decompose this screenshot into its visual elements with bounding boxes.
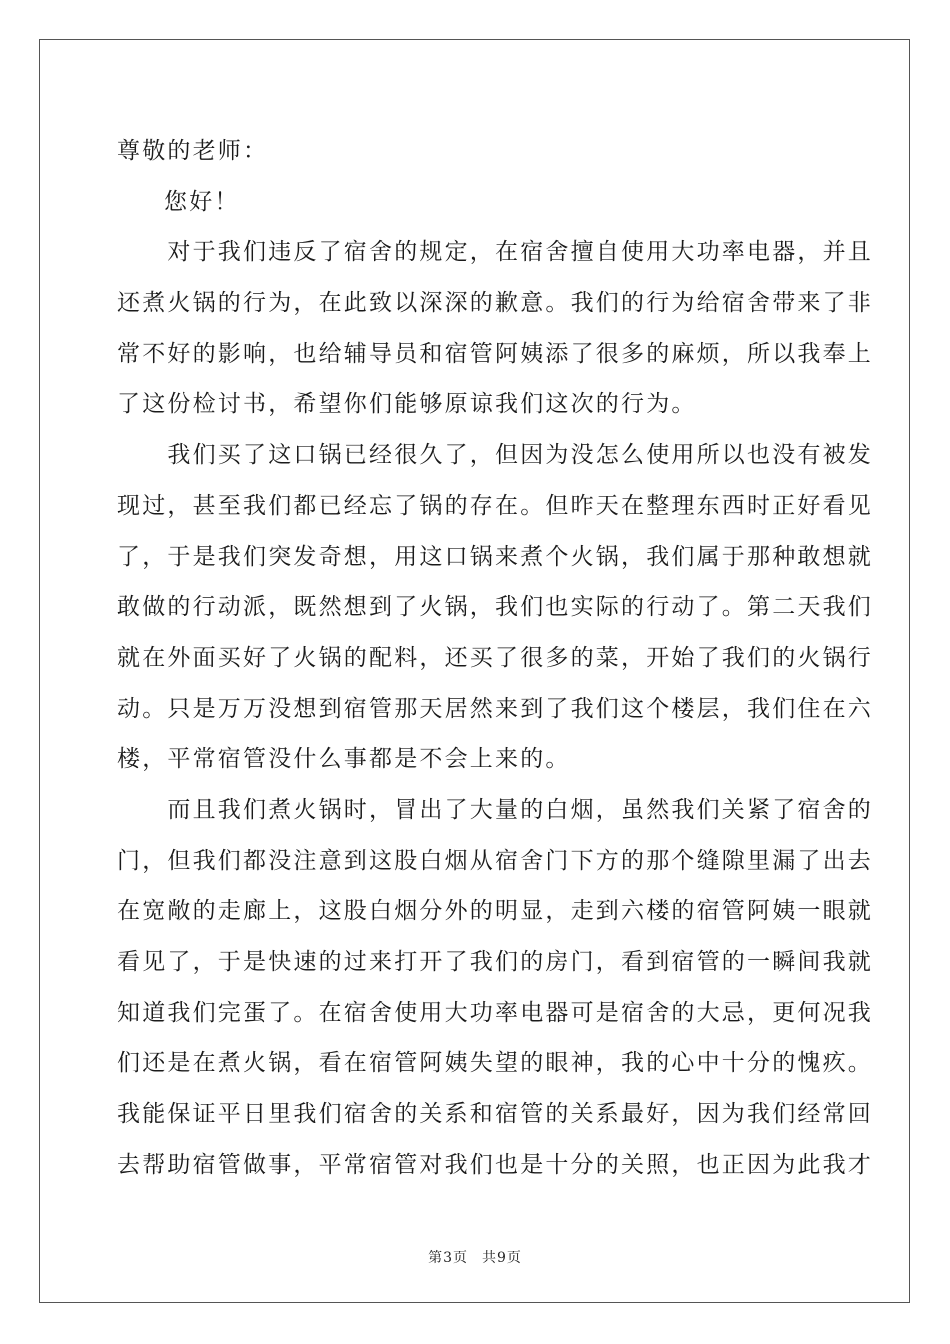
page-footer	[0, 1247, 950, 1267]
greeting-line	[117, 177, 833, 228]
document-body	[117, 126, 873, 1190]
text-line: 敢做的行动派，既然想到了火锅，我们也实际的行动了。第二天我们	[117, 594, 873, 621]
text-line: 我们买了这口锅已经很久了，但因为没怎么使用所以也没有被发	[117, 442, 873, 469]
text-line: 知道我们完蛋了。在宿舍使用大功率电器可是宿舍的大忌，更何况我	[117, 999, 873, 1026]
text-line: 动。只是万万没想到宿管那天居然来到了我们这个楼层，我们住在六	[117, 695, 873, 722]
text-line: 去帮助宿管做事，平常宿管对我们也是十分的关照，也正因为此我才	[117, 1151, 873, 1178]
text-line: 而且我们煮火锅时，冒出了大量的白烟，虽然我们关紧了宿舍的	[117, 796, 873, 823]
text-line: 在宽敞的走廊上，这股白烟分外的明显，走到六楼的宿管阿姨一眼就	[117, 898, 873, 925]
text-line: 对于我们违反了宿舍的规定，在宿舍擅自使用大功率电器，并且	[117, 239, 873, 266]
text-line: 看见了，于是快速的过来打开了我们的房门，看到宿管的一瞬间我就	[117, 949, 873, 975]
text-line: 常不好的影响，也给辅导员和宿管阿姨添了很多的麻烦，所以我奉上	[117, 340, 873, 367]
text-line: 我能保证平日里我们宿舍的关系和宿管的关系最好，因为我们经常回	[117, 1101, 873, 1128]
page-number: 第3页	[428, 1250, 468, 1266]
salutation-line: 尊敬的老师：	[117, 138, 269, 164]
text-line: 就在外面买好了火锅的配料，还买了很多的菜，开始了我们的火锅行	[117, 644, 873, 671]
text-line: 现过，甚至我们都已经忘了锅的存在。但昨天在整理东西时正好看见	[117, 492, 873, 519]
text-line: 了这份检讨书，希望你们能够原谅我们这次的行为。	[117, 391, 697, 418]
text-line: 楼，平常宿管没什么事都是不会上来的。	[117, 746, 571, 773]
text-line: 还煮火锅的行为，在此致以深深的歉意。我们的行为给宿舍带来了非	[117, 290, 873, 317]
text-line: 了，于是我们突发奇想，用这口锅来煮个火锅，我们属于那种敢想就	[117, 543, 873, 570]
text-line: 们还是在煮火锅，看在宿管阿姨失望的眼神，我的心中十分的愧疚。	[117, 1050, 873, 1077]
text-line: 门，但我们都没注意到这股白烟从宿舍门下方的那个缝隙里漏了出去	[117, 847, 873, 874]
page-total: 共9页	[482, 1250, 522, 1266]
greeting-text: 您好！	[164, 188, 240, 215]
